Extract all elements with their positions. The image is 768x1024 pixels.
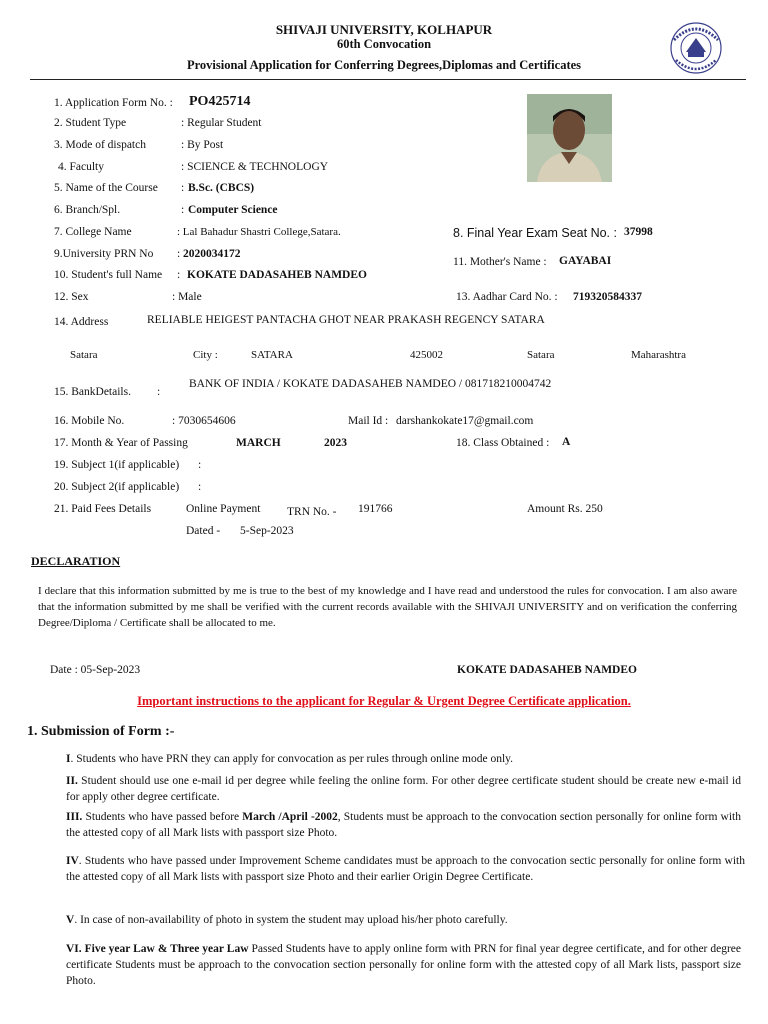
subject1-value: :: [198, 459, 202, 471]
instruction-v: V. In case of non-availability of photo in system the student may upload his/her photo carefully.: [66, 914, 508, 926]
form-subtitle: Provisional Application for Conferring Degrees,Diplomas and Certificates: [186, 58, 582, 72]
mother-name-value: GAYABAI: [559, 255, 612, 267]
instruction-i: I. Students who have PRN they can apply for convocation as per rules through online mode only.: [66, 753, 514, 765]
mobile-value: : 7030654606: [172, 415, 236, 427]
student-photo: [527, 94, 612, 182]
address-state: Maharashtra: [631, 349, 686, 361]
dated-value: 5-Sep-2023: [240, 525, 294, 537]
full-name-value: KOKATE DADASAHEB NAMDEO: [187, 269, 367, 281]
convocation-title: 60th Convocation: [336, 37, 432, 51]
branch-label: 6. Branch/Spl.: [54, 204, 121, 216]
instructions-heading: Important instructions to the applicant for Regular & Urgent Degree Certificate application.: [137, 694, 631, 708]
passing-year: 2023: [324, 437, 347, 449]
passing-label: 17. Month & Year of Passing: [54, 437, 188, 449]
university-seal-icon: [666, 20, 726, 76]
class-obtained-label: 18. Class Obtained :: [456, 437, 550, 449]
aadhar-label: 13. Aadhar Card No. :: [456, 291, 558, 303]
header-divider: [30, 79, 746, 80]
passing-month: MARCH: [236, 437, 281, 449]
dispatch-mode-value: : By Post: [181, 139, 224, 151]
mother-name-label: 11. Mother's Name :: [453, 256, 547, 268]
submission-title: 1. Submission of Form :-: [27, 724, 175, 739]
declaration-title: DECLARATION: [31, 554, 121, 568]
declaration-text: I declare that this information submitted by me is true to the best of my knowledge and I have read and understood the rules for convocation. I am also aware that the information submitted by me shall be verified with the current records available with the SHIVAJI UNIVERSITY and on verification the conferring Degree/Diploma / Certificate shall be allocated to me.: [38, 585, 737, 629]
subject2-label: 20. Subject 2(if applicable): [54, 481, 180, 493]
instruction-iii: III. Students who have passed before March /April -2002, Students must be approach to the convocation section personally for online form with the attested copy of all Mark lists with passport size Photo.: [66, 811, 742, 839]
payment-mode: Online Payment: [186, 503, 261, 515]
address-district: Satara: [527, 349, 555, 361]
address-city-label: City :: [193, 349, 218, 361]
mail-value: darshankokate17@gmail.com: [396, 415, 534, 427]
student-type-label: 2. Student Type: [54, 117, 127, 129]
bank-details-label: 15. BankDetails.: [54, 386, 131, 398]
address-pincode: 425002: [410, 349, 443, 361]
address-taluka: Satara: [70, 349, 98, 361]
sex-value: : Male: [172, 291, 202, 303]
address-city: SATARA: [251, 349, 293, 361]
fees-label: 21. Paid Fees Details: [54, 503, 152, 515]
aadhar-value: 719320584337: [573, 291, 642, 303]
instruction-vi: VI. Five year Law & Three year Law Passed Students have to apply online form with PRN for final year degree certificate, and for other degree certificate Students must be approach to the convocation section personally for online form with the attested copy of all Mark lists, passport size Photo.: [66, 943, 741, 987]
instruction-ii: II. Student should use one e-mail id per degree while feeling the online form. For other degree certificate student should be create new e-mail id for apply other degree certificate.: [66, 775, 741, 803]
seat-no-label: 8. Final Year Exam Seat No. :: [453, 226, 617, 240]
dated-label: Dated -: [186, 525, 221, 537]
dispatch-mode-label: 3. Mode of dispatch: [54, 139, 146, 151]
sex-label: 12. Sex: [54, 291, 89, 303]
mobile-label: 16. Mobile No.: [54, 415, 125, 427]
college-value: : Lal Bahadur Shastri College,Satara.: [177, 226, 341, 238]
mail-label: Mail Id :: [348, 415, 389, 427]
trn-label: TRN No. -: [287, 506, 337, 518]
signature-name: KOKATE DADASAHEB NAMDEO: [457, 664, 637, 676]
subject1-label: 19. Subject 1(if applicable): [54, 459, 180, 471]
trn-value: 191766: [358, 503, 393, 515]
course-value: B.Sc. (CBCS): [188, 182, 255, 194]
amount-value: Amount Rs. 250: [527, 503, 603, 515]
prn-value: 2020034172: [183, 248, 241, 260]
college-label: 7. College Name: [54, 226, 132, 238]
address-value: RELIABLE HEIGEST PANTACHA GHOT NEAR PRAKASH REGENCY SATARA: [147, 314, 545, 326]
application-form-label: 1. Application Form No. :: [54, 97, 173, 109]
subject2-value: :: [198, 481, 202, 493]
course-label: 5. Name of the Course: [54, 182, 158, 194]
prn-label: 9.University PRN No: [54, 248, 154, 260]
university-name: SHIVAJI UNIVERSITY, KOLHAPUR: [275, 22, 493, 37]
student-type-value: : Regular Student: [181, 117, 262, 129]
full-name-label: 10. Student's full Name: [54, 269, 163, 281]
bank-details-value: BANK OF INDIA / KOKATE DADASAHEB NAMDEO / 081718210004742: [189, 378, 552, 390]
seat-no-value: 37998: [624, 226, 653, 238]
faculty-value: : SCIENCE & TECHNOLOGY: [181, 161, 329, 173]
class-obtained-value: A: [562, 436, 571, 448]
instruction-iv: IV. Students who have passed under Improvement Scheme candidates must be approach to the convocation sectic personally for online form with the attested copy of all Mark lists with passport size Photo and their earlier Origin Degree Certificate.: [66, 855, 745, 883]
declaration-date: Date : 05-Sep-2023: [50, 664, 141, 676]
address-label: 14. Address: [54, 316, 109, 328]
branch-value: Computer Science: [188, 204, 278, 216]
application-form-value: PO425714: [189, 94, 251, 109]
faculty-label: 4. Faculty: [58, 161, 104, 173]
